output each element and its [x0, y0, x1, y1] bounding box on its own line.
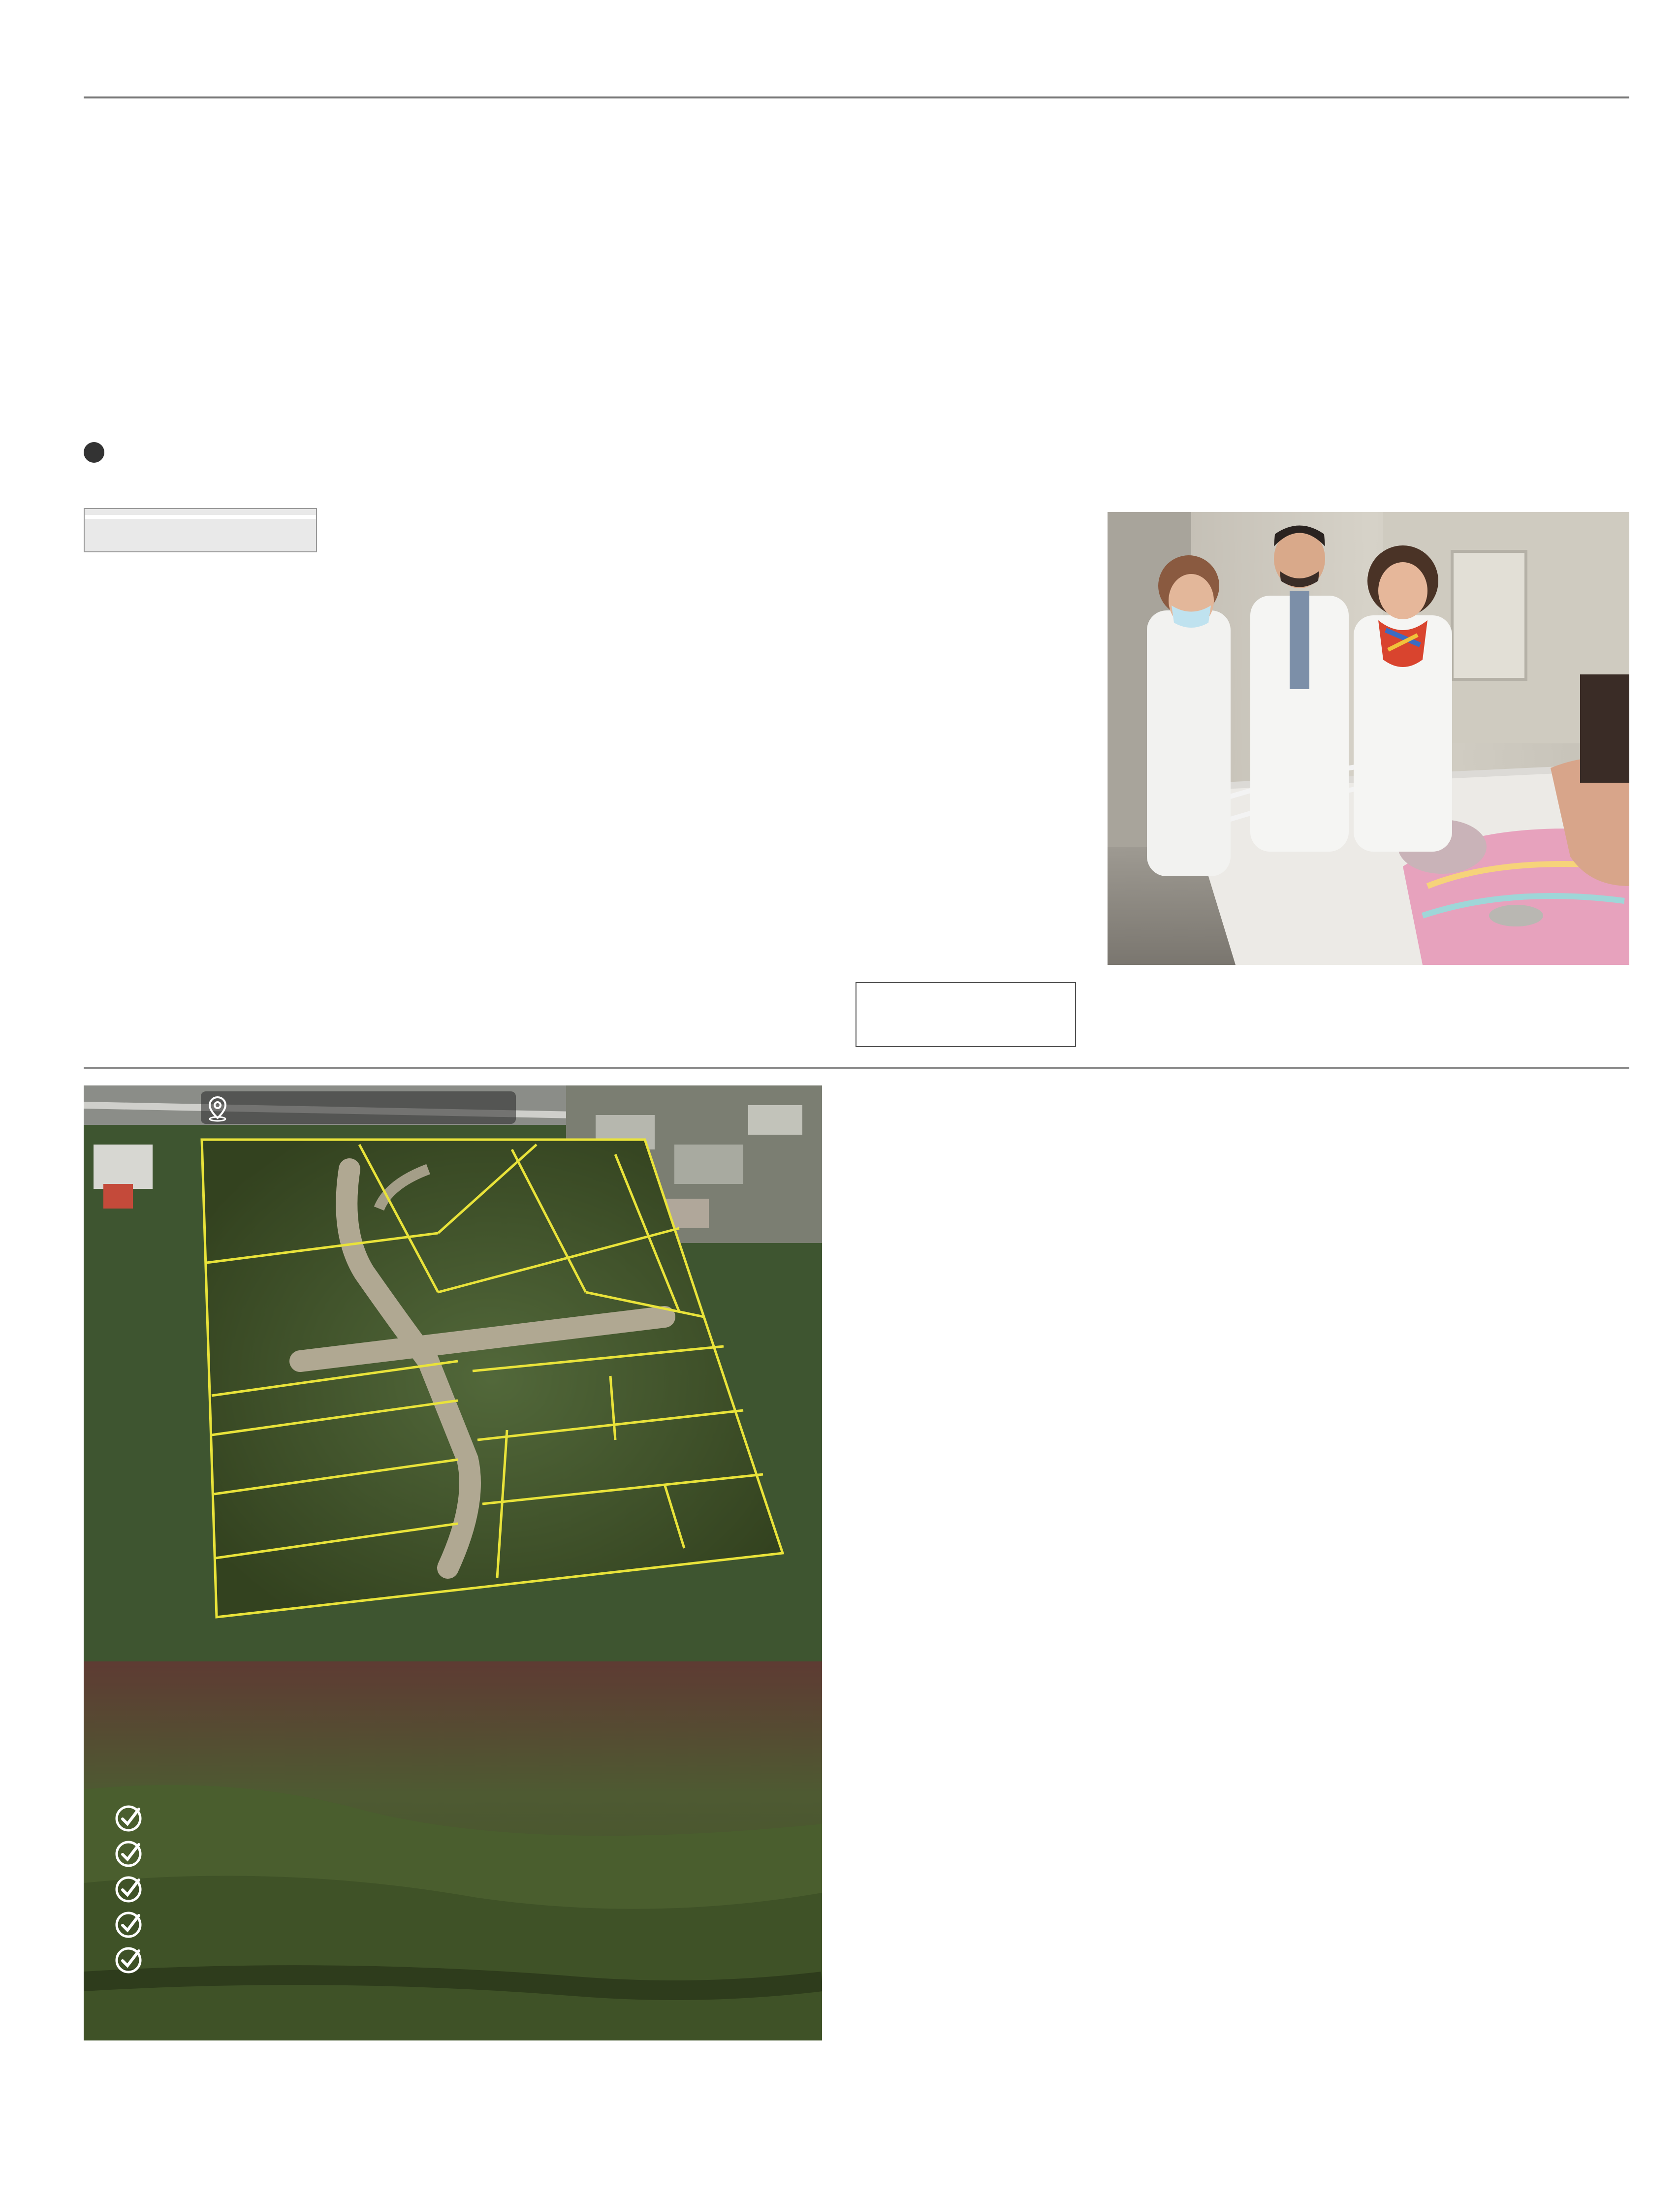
bullet-icon: [84, 442, 104, 463]
location-badge: [201, 1091, 516, 1124]
land-ad: [84, 1085, 822, 2040]
section-rule: [84, 1067, 1629, 1069]
check-circle-icon: [114, 1840, 143, 1868]
article-photo: [1108, 512, 1629, 965]
header-rule: [84, 96, 1629, 98]
article-deck: [84, 435, 1629, 470]
stat-description: [856, 982, 1076, 1047]
byline-email[interactable]: [85, 515, 316, 519]
byline-section: [85, 509, 316, 512]
location-pin-icon: [204, 1094, 231, 1122]
check-circle-icon: [114, 1911, 143, 1939]
byline-box: [84, 508, 317, 552]
check-circle-icon: [114, 1875, 143, 1904]
drop-cap: [84, 566, 147, 645]
check-circle-icon: [114, 1946, 143, 1975]
check-circle-icon: [114, 1804, 143, 1833]
